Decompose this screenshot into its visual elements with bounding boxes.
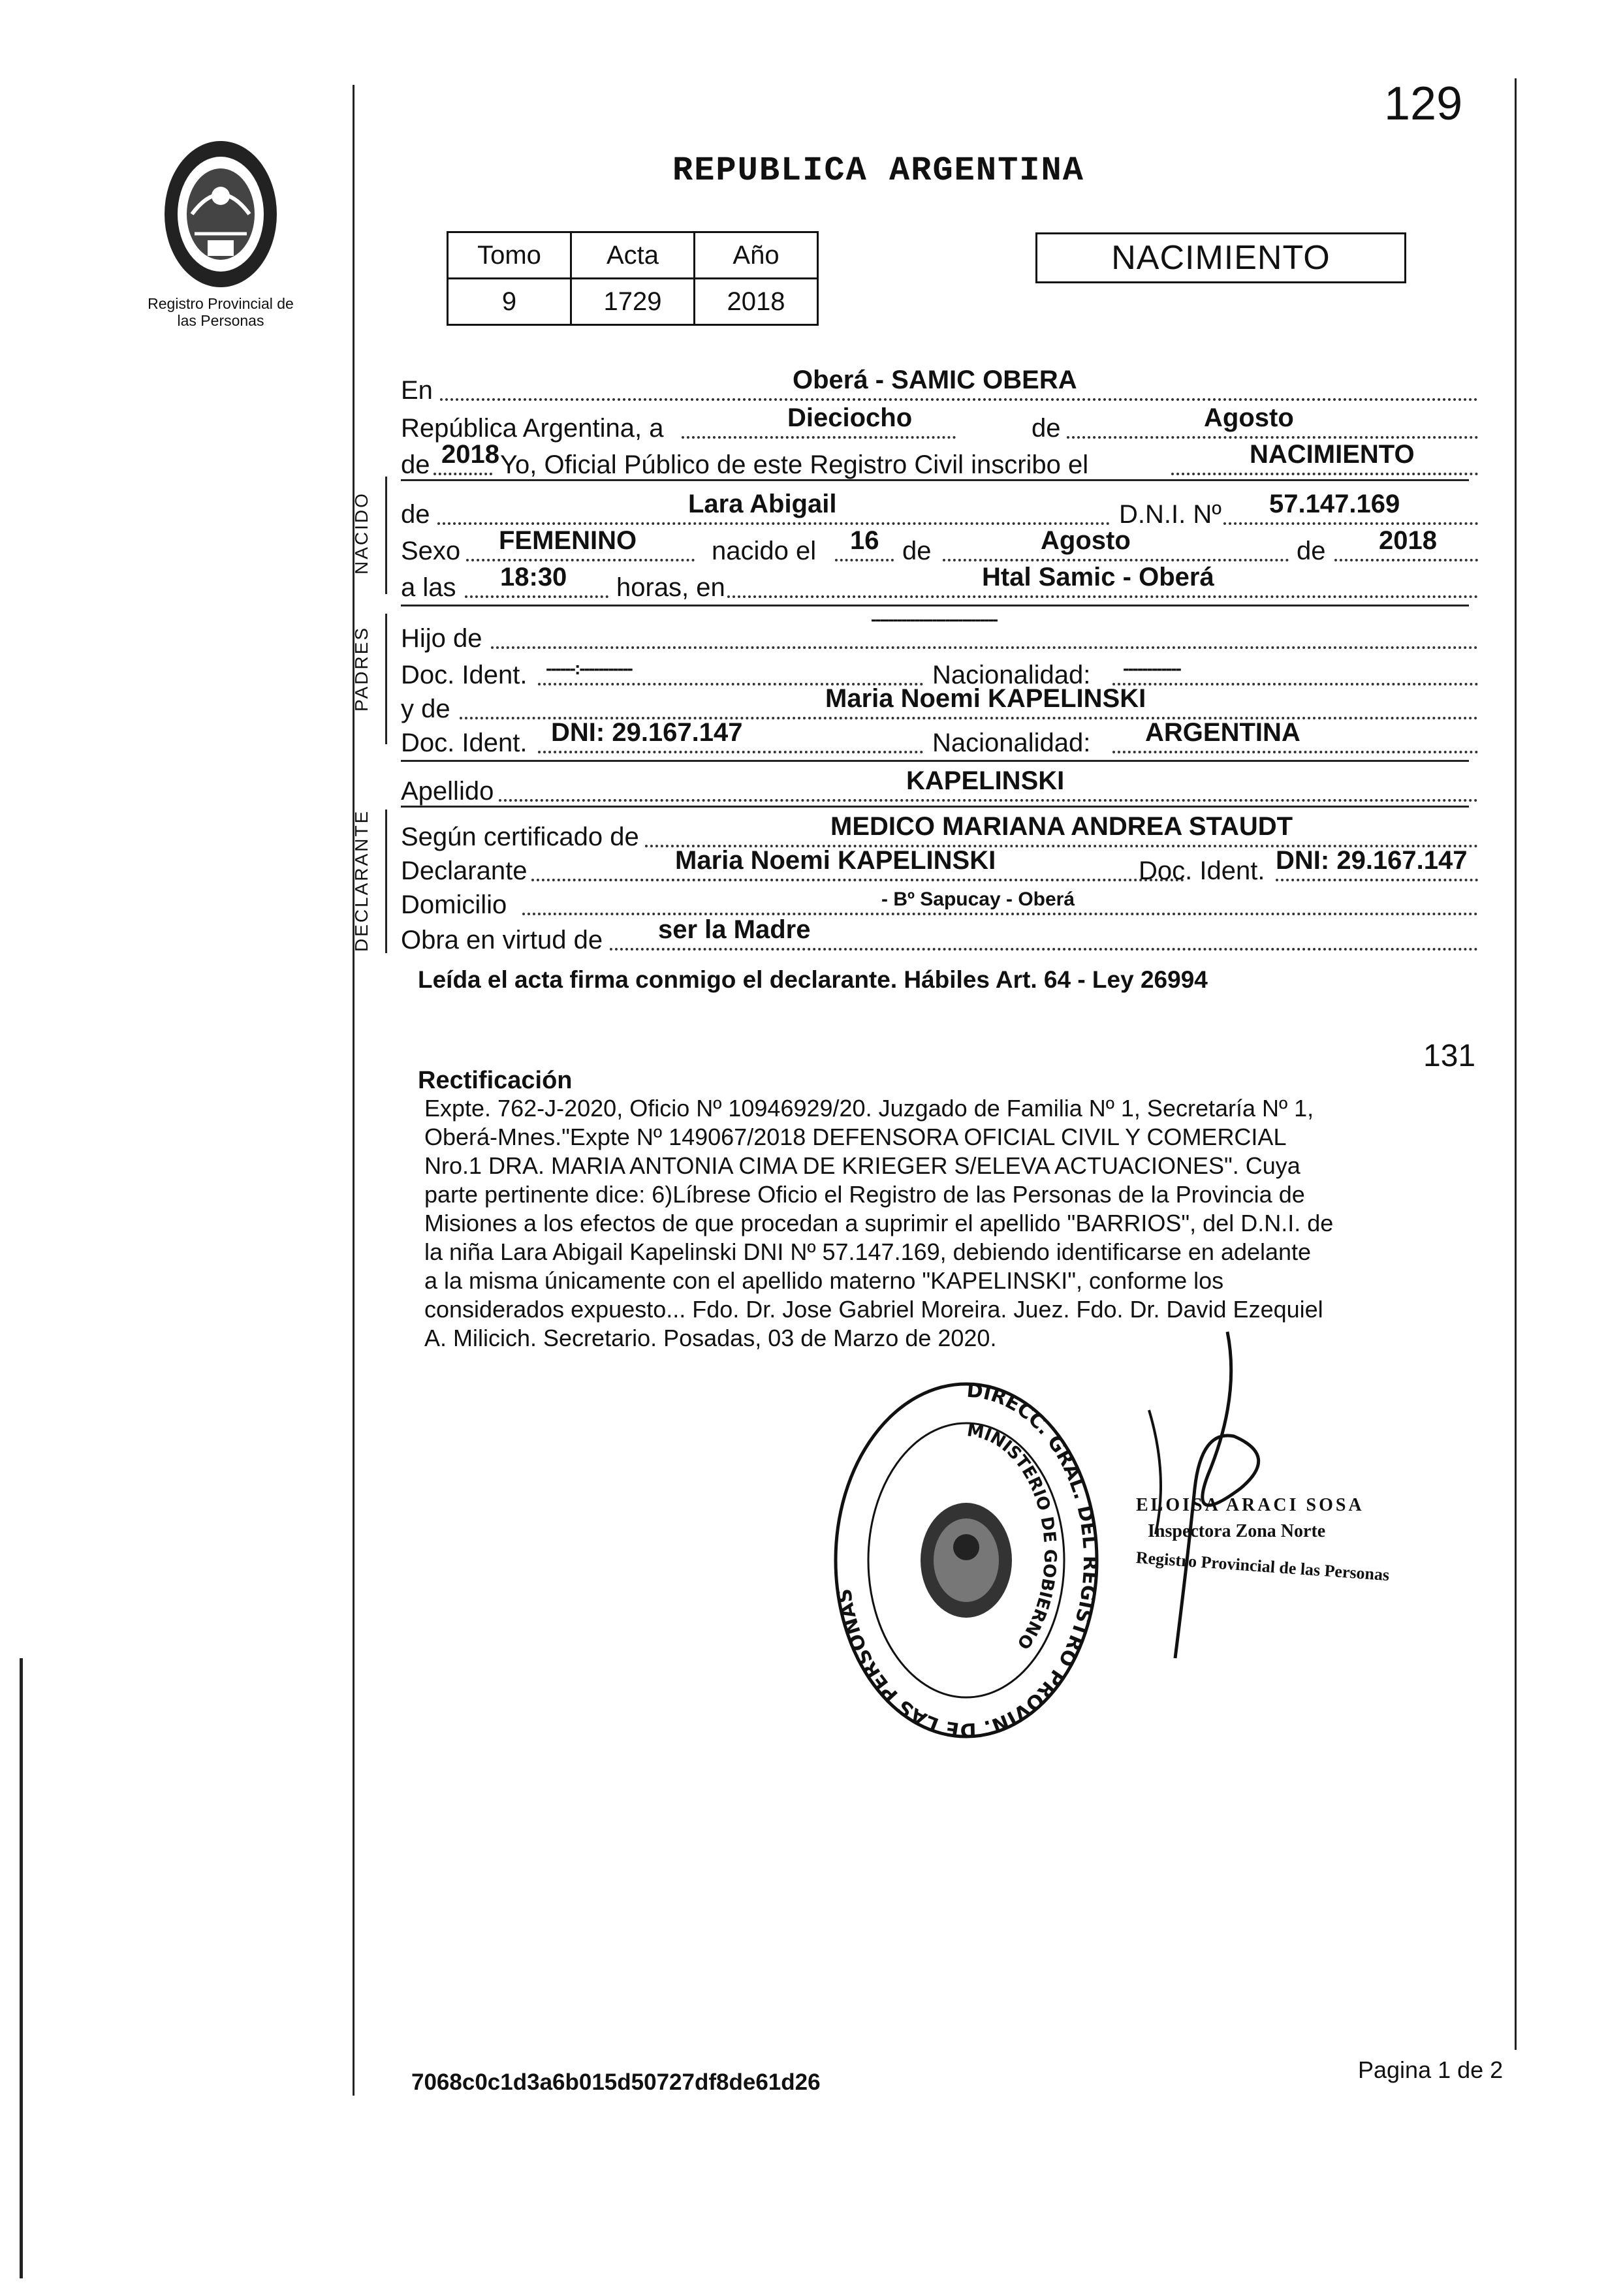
dotted-line xyxy=(440,398,1478,401)
section-declarante: DECLARANTE xyxy=(351,809,371,952)
label-nacionalidad-1: Nacionalidad: xyxy=(932,661,1091,689)
divider xyxy=(401,479,1469,481)
label-de-year-nac: de xyxy=(1297,537,1326,565)
signature-stamp-name: ELOISA ARACI SOSA xyxy=(1136,1495,1364,1515)
pagination: Pagina 1 de 2 xyxy=(1358,2056,1504,2083)
signature-stamp-title: Inspectora Zona Norte xyxy=(1148,1521,1326,1541)
dotted-line xyxy=(1171,473,1478,475)
divider xyxy=(401,806,1469,808)
row-lugar xyxy=(401,366,1478,409)
value-nacionalidad-madre: ARGENTINA xyxy=(1145,718,1300,747)
province-seal-logo xyxy=(155,136,286,292)
value-lugar: Oberá - SAMIC OBERA xyxy=(793,366,1077,394)
left-edge-mark xyxy=(20,1658,23,2278)
label-declarante: Declarante xyxy=(401,857,528,885)
label-republica: República Argentina, a xyxy=(401,414,664,443)
label-apellido: Apellido xyxy=(401,777,494,806)
act-type-box: NACIMIENTO xyxy=(1035,232,1406,283)
label-segun-certificado: Según certificado de xyxy=(401,823,639,851)
value-doc-declarante: DNI: 29.167.147 xyxy=(1276,846,1468,875)
page-number: 129 xyxy=(1384,78,1463,130)
value-obra-en-virtud: ser la Madre xyxy=(658,915,811,944)
dotted-line xyxy=(1223,522,1478,525)
padres-bracket xyxy=(385,614,387,744)
left-margin-line xyxy=(353,85,355,2096)
dotted-line xyxy=(835,559,894,561)
label-doc-ident-2: Doc. Ident. xyxy=(401,729,528,757)
value-hora: 18:30 xyxy=(500,563,567,591)
tomo-value: 9 xyxy=(448,279,571,325)
document-hash: 7068c0c1d3a6b015d50727df8de61d26 xyxy=(411,2069,821,2095)
rectificacion-line: Oberá-Mnes."Expte Nº 149067/2018 DEFENSORA OFICIAL CIVIL Y COMERCIAL xyxy=(424,1124,1287,1150)
section-padres: PADRES xyxy=(351,625,371,712)
rectificacion-line: Expte. 762-J-2020, Oficio Nº 10946929/20. Juzgado de Familia Nº 1, Secretaría Nº 1, xyxy=(424,1095,1314,1122)
section-nacido: NACIDO xyxy=(351,492,371,574)
dotted-line xyxy=(610,948,1478,951)
row-inscripcion xyxy=(401,440,1478,483)
label-sexo: Sexo xyxy=(401,537,461,565)
label-yo-oficial: Yo, Oficial Público de este Registro Civil inscribo el xyxy=(500,450,1089,479)
signature-stamp-office: Registro Provincial de las Personas xyxy=(1135,1548,1391,1585)
declarante-bracket xyxy=(385,810,387,953)
dotted-line xyxy=(465,595,608,598)
value-sexo: FEMENINO xyxy=(499,526,637,555)
label-dni: D.N.I. Nº xyxy=(1119,500,1221,529)
tomo-header: Tomo xyxy=(448,232,571,279)
value-doc-padre: ------:----------- xyxy=(546,658,632,678)
signature-stamp xyxy=(1135,1492,1410,1585)
value-declarante: Maria Noemi KAPELINSKI xyxy=(675,846,996,875)
value-anio-nac: 2018 xyxy=(1379,526,1437,555)
label-de-year: de xyxy=(401,450,430,479)
row-apellido xyxy=(401,766,1478,810)
acta-value: 1729 xyxy=(571,279,695,325)
dotted-line xyxy=(531,879,1184,881)
divider xyxy=(401,760,1469,762)
row-doc-madre xyxy=(401,718,1478,761)
rectificacion-line: A. Milicich. Secretario. Posadas, 03 de Marzo de 2020. xyxy=(424,1325,997,1351)
anio-header: Año xyxy=(695,232,818,279)
rectificacion-body xyxy=(424,1094,1333,1353)
value-mes-nac: Agosto xyxy=(1041,526,1131,555)
dotted-line xyxy=(727,595,1478,598)
label-de-day: de xyxy=(902,537,932,565)
label-nacido-el: nacido el xyxy=(712,537,817,565)
dotted-line xyxy=(538,751,923,753)
label-en: En xyxy=(401,376,433,405)
value-mes: Agosto xyxy=(1204,403,1294,432)
rectificacion-line: Misiones a los efectos de que procedan a suprimir el apellido "BARRIOS", del D.N.I. de xyxy=(424,1210,1334,1236)
nacido-bracket xyxy=(385,477,387,594)
value-lugar-nac: Htal Samic - Oberá xyxy=(982,563,1214,591)
value-dni: 57.147.169 xyxy=(1269,490,1400,518)
dotted-line xyxy=(499,799,1478,802)
rectificacion-number: 131 xyxy=(1423,1039,1476,1073)
dotted-line xyxy=(433,473,492,475)
right-margin-line xyxy=(1515,78,1517,2050)
value-dia: Dieciocho xyxy=(787,403,913,432)
dotted-line xyxy=(1112,751,1478,753)
row-obra-en-virtud xyxy=(401,915,1478,958)
label-doc-ident-3: Doc. Ident. xyxy=(1139,857,1265,885)
dotted-line xyxy=(491,646,1478,649)
stamp-inner-text: MINISTERIO DE GOBIERNO xyxy=(965,1421,1060,1653)
value-anio: 2018 xyxy=(441,440,499,469)
value-nombre: Lara Abigail xyxy=(688,490,837,518)
rectificacion-line: Nro.1 DRA. MARIA ANTONIA CIMA DE KRIEGER S/ELEVA ACTUACIONES". Cuya xyxy=(424,1152,1300,1179)
dotted-line xyxy=(1334,559,1478,561)
label-horas-en: horas, en xyxy=(616,573,725,602)
value-domicilio: - Bº Sapucay - Oberá xyxy=(881,889,1075,910)
stamp-outer-text: DIRECC. GRAL. DEL REGISTRO PROVIN. DE LAS PERSONAS xyxy=(832,1379,1102,1742)
official-stamp xyxy=(823,1371,1110,1750)
rectificacion-line: considerados expuesto... Fdo. Dr. Jose Gabriel Moreira. Juez. Fdo. Dr. David Ezequiel xyxy=(424,1296,1323,1323)
label-nacionalidad-2: Nacionalidad: xyxy=(932,729,1091,757)
registry-name: Registro Provincial de las Personas xyxy=(148,295,294,329)
footer-statement: Leída el acta firma conmigo el declarante. Hábiles Art. 64 - Ley 26994 xyxy=(418,966,1208,993)
label-de-month: de xyxy=(1032,414,1061,443)
rectificacion-line: parte pertinente dice: 6)Líbrese Oficio el Registro de las Personas de la Provincia de xyxy=(424,1181,1305,1208)
label-de-name: de xyxy=(401,500,430,529)
dotted-line xyxy=(682,436,956,439)
value-dia-nac: 16 xyxy=(850,526,879,555)
label-y-de: y de xyxy=(401,695,450,723)
label-a-las: a las xyxy=(401,573,456,602)
label-doc-ident-1: Doc. Ident. xyxy=(401,661,528,689)
value-madre: Maria Noemi KAPELINSKI xyxy=(825,684,1146,713)
rectificacion-line: a la misma únicamente con el apellido materno "KAPELINSKI", conforme los xyxy=(424,1267,1224,1294)
acta-header: Acta xyxy=(571,232,695,279)
act-reference-table xyxy=(447,231,819,326)
rectificacion-line: la niña Lara Abigail Kapelinski DNI Nº 57.147.169, debiendo identificarse en adelante xyxy=(424,1238,1312,1265)
dotted-line xyxy=(1276,879,1478,881)
anio-value: 2018 xyxy=(695,279,818,325)
value-certificado: MEDICO MARIANA ANDREA STAUDT xyxy=(830,812,1293,841)
label-hijo-de: Hijo de xyxy=(401,624,482,653)
label-obra-en-virtud: Obra en virtud de xyxy=(401,926,603,954)
rectificacion-title: Rectificación xyxy=(418,1067,573,1094)
value-tipo: NACIMIENTO xyxy=(1250,440,1415,469)
value-nacionalidad-padre: ------------ xyxy=(1123,658,1180,678)
value-apellido: KAPELINSKI xyxy=(906,766,1065,795)
label-domicilio: Domicilio xyxy=(401,890,507,919)
value-doc-madre: DNI: 29.167.147 xyxy=(551,718,743,747)
country-title: REPUBLICA ARGENTINA xyxy=(672,151,1084,190)
row-domicilio xyxy=(401,887,1478,923)
value-hijo-de: ----------------------------- xyxy=(871,609,998,629)
